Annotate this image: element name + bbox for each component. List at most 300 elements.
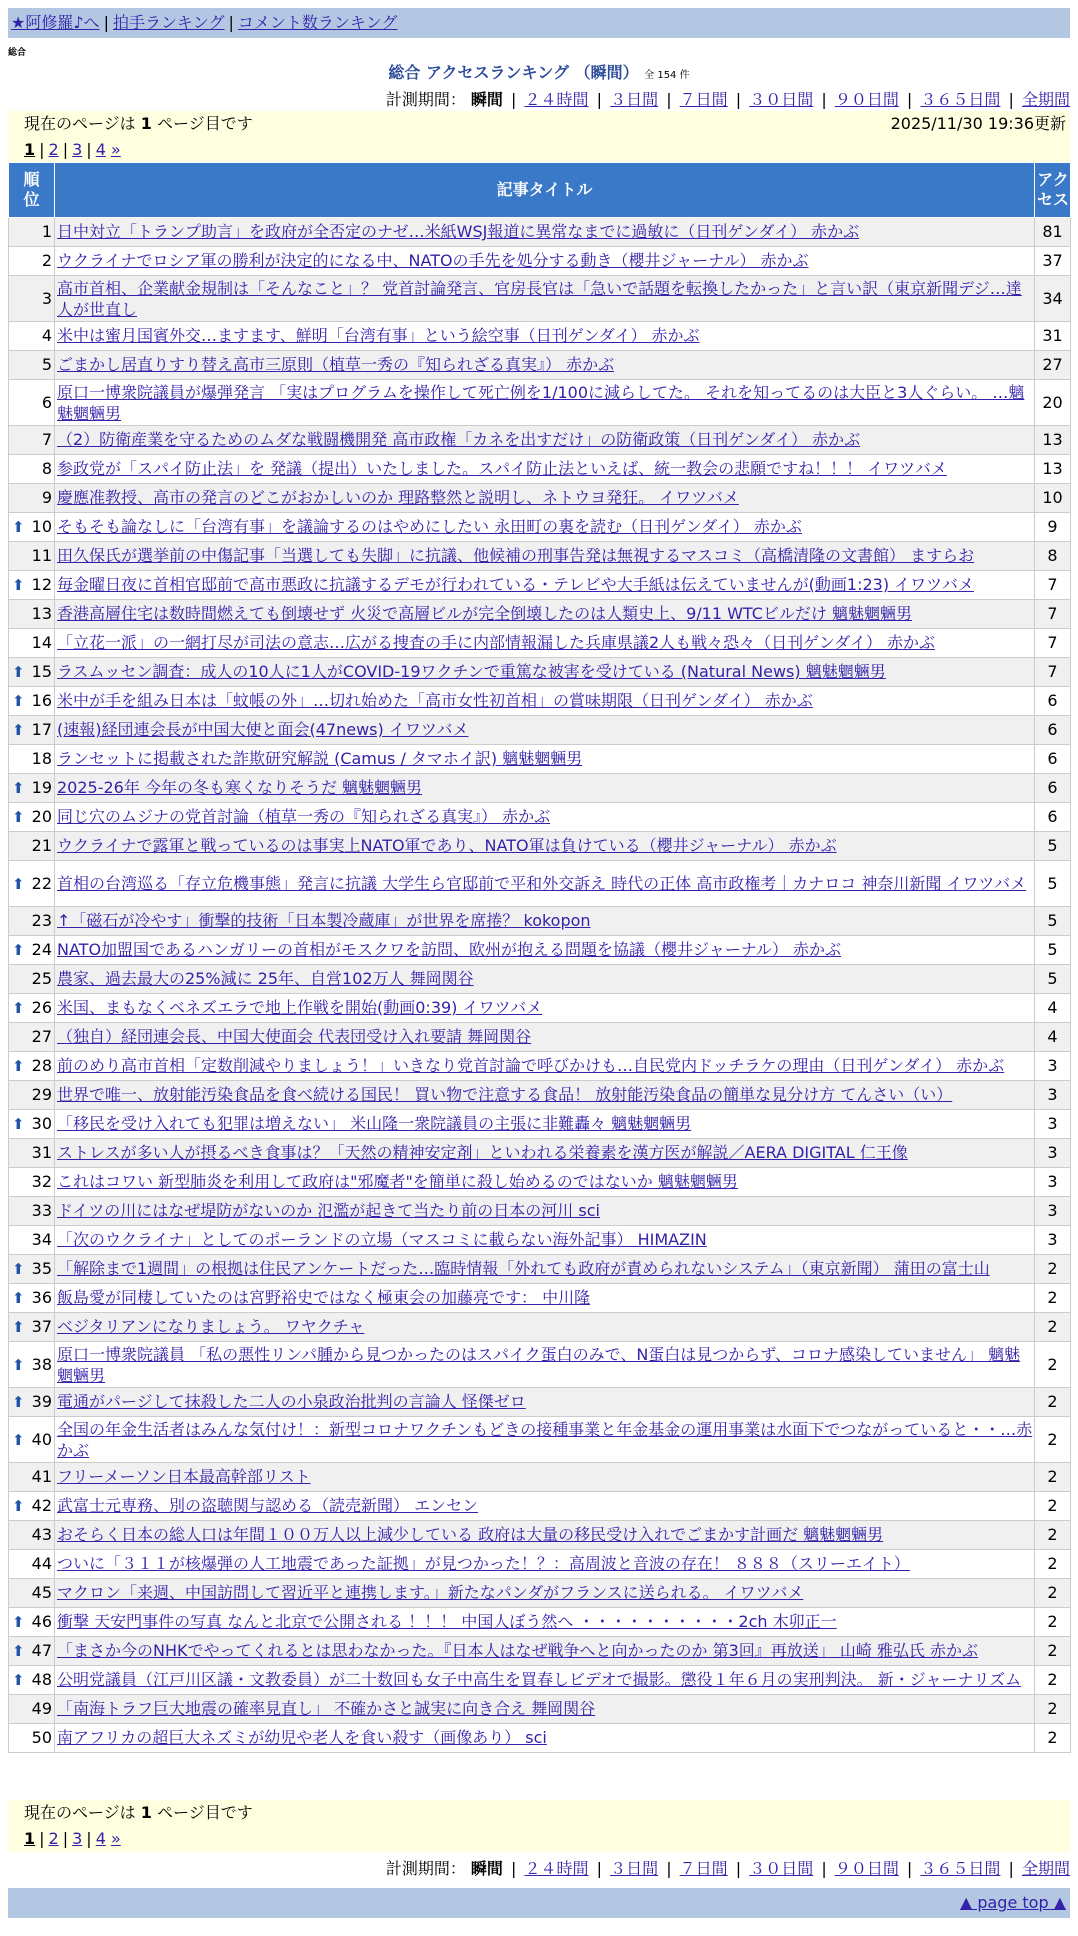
title-cell — [55, 247, 1035, 276]
article-link[interactable]: ごまかし居直りすり替え高市三原則（植草一秀の『知られざる真実』） 赤かぶ — [57, 355, 615, 374]
table-row — [9, 1463, 1071, 1492]
access-count: 13 — [1035, 426, 1071, 455]
rank-number: 32 — [31, 1172, 52, 1191]
rank-cell — [9, 1492, 55, 1521]
rank-cell — [9, 774, 55, 803]
table-row — [9, 1313, 1071, 1342]
title-cell — [55, 745, 1035, 774]
rank-number: 43 — [31, 1525, 52, 1544]
table-row — [9, 1226, 1071, 1255]
page-link[interactable]: 2 — [48, 1829, 59, 1848]
rank-number: 26 — [31, 998, 52, 1017]
rank-number: 28 — [31, 1056, 52, 1075]
title-cell — [55, 774, 1035, 803]
title-cell — [55, 455, 1035, 484]
title-cell — [55, 1666, 1035, 1695]
table-row — [9, 484, 1071, 513]
rank-cell — [9, 1023, 55, 1052]
period-link[interactable]: 全期間 — [1021, 1859, 1070, 1878]
rank-number: 49 — [31, 1699, 52, 1718]
table-row — [9, 455, 1071, 484]
access-count: 5 — [1035, 907, 1071, 936]
title-cell — [55, 1550, 1035, 1579]
access-count: 3 — [1035, 1168, 1071, 1197]
table-row — [9, 1023, 1071, 1052]
access-count: 5 — [1035, 965, 1071, 994]
access-count: 3 — [1035, 1052, 1071, 1081]
rank-number: 40 — [31, 1429, 52, 1449]
rank-cell — [9, 1608, 55, 1637]
access-count: 5 — [1035, 936, 1071, 965]
title-cell — [55, 1521, 1035, 1550]
rank-cell — [9, 687, 55, 716]
article-link[interactable]: 2025-26年 今年の冬も寒くなりそうだ 魑魅魍魎男 — [57, 778, 423, 797]
pagination-bottom — [24, 1826, 1066, 1852]
rank-number: 12 — [31, 575, 52, 594]
rank-cell — [9, 994, 55, 1023]
article-link[interactable]: 武富士元専務、別の盗聴関与認める（読売新聞） エンセン — [57, 1496, 479, 1515]
access-count: 3 — [1035, 1197, 1071, 1226]
title-cell — [55, 1052, 1035, 1081]
article-link[interactable]: 原口一博衆院議員が爆弾発言 「実はプログラムを操作して死亡例を1/100に減らしてた。 それを知ってるのは大臣と3人ぐらい。 …魑魅魍魎男 — [57, 382, 1025, 423]
access-count: 9 — [1035, 513, 1071, 542]
rank-number: 29 — [31, 1085, 52, 1104]
rank-number: 11 — [31, 546, 52, 565]
rank-number: 39 — [31, 1392, 52, 1411]
access-count: 2 — [1035, 1463, 1071, 1492]
article-link[interactable]: ラスムッセン調査：成人の10人に1人がCOVID-19ワクチンで重篤な被害を受けている (Natural News) 魑魅魍魎男 — [57, 662, 886, 681]
page-status: 現在のページは 1 ページ目です — [24, 1803, 253, 1822]
period-link[interactable]: 全期間 — [1021, 90, 1070, 109]
period-link[interactable]: ３０日間 — [749, 1859, 814, 1878]
table-row — [9, 861, 1071, 907]
article-link[interactable]: 公明党議員（江戸川区議・文教委員）が二十数回も女子中高生を買春しビデオで撮影。懲役１年６月の実刑判決。 新・ジャーナリズム — [57, 1670, 1022, 1689]
access-count: 3 — [1035, 1081, 1071, 1110]
table-row — [9, 542, 1071, 571]
rank-number: 35 — [31, 1259, 52, 1278]
table-row — [9, 1724, 1071, 1753]
access-count: 2 — [1035, 1724, 1071, 1753]
table-row — [9, 774, 1071, 803]
page-link[interactable]: 2 — [48, 140, 59, 159]
article-link[interactable]: ランセットに掲載された詐欺研究解説 (Camus / タマホイ訳) 魑魅魍魎男 — [57, 749, 583, 768]
article-link[interactable]: 毎金曜日夜に首相官邸前で高市悪政に抗議するデモが行われている・テレビや大手紙は伝えていませんが(動画1:23) イワツバメ — [57, 575, 974, 594]
rank-cell — [9, 1255, 55, 1284]
rank-number: 24 — [31, 940, 52, 959]
period-link[interactable]: ７日間 — [679, 1859, 728, 1878]
page-link[interactable]: 1 — [24, 1829, 36, 1848]
article-link[interactable]: 「南海トラフ巨大地震の確率見直し」 不確かさと誠実に向き合え 舞岡関谷 — [57, 1699, 596, 1718]
table-row — [9, 1388, 1071, 1417]
rank-cell — [9, 716, 55, 745]
up-arrow-icon: ⬆ — [12, 1115, 25, 1133]
table-row — [9, 1521, 1071, 1550]
title-cell — [55, 1388, 1035, 1417]
table-row — [9, 994, 1071, 1023]
next-page-link[interactable]: » — [110, 1829, 121, 1848]
article-link[interactable]: 同じ穴のムジナの党首討論（植草一秀の『知られざる真実』） 赤かぶ — [57, 807, 551, 826]
rank-cell — [9, 1052, 55, 1081]
access-count: 8 — [1035, 542, 1071, 571]
period-link[interactable]: ２４時間 — [524, 90, 589, 109]
rank-number: 41 — [31, 1467, 52, 1486]
rank-number: 19 — [31, 778, 52, 797]
title-cell — [55, 1579, 1035, 1608]
article-link[interactable]: ストレスが多い人が摂るべき食事は？「天然の精神安定剤」といわれる栄養素を漢方医が解説／AERA DIGITAL 仁王像 — [57, 1143, 908, 1162]
period-separator: | — [591, 1859, 608, 1878]
rank-cell — [9, 1666, 55, 1695]
article-link[interactable]: 米中は蜜月国賓外交…ますます、鮮明「台湾有事」という絵空事（日刊ゲンダイ） 赤かぶ — [57, 326, 700, 345]
article-link[interactable]: 慶應准教授、高市の発言のどこがおかしいのか 理路整然と説明し、ネトウヨ発狂。 イワツバメ — [57, 488, 739, 507]
article-link[interactable]: 「立花一派」の一網打尽が司法の意志…広がる捜査の手に内部情報漏した兵庫県議2人も戦々恐々（日刊ゲンダイ） 赤かぶ — [57, 633, 935, 652]
ranking-table — [8, 162, 1071, 1753]
rank-cell — [9, 276, 55, 322]
table-row — [9, 1139, 1071, 1168]
rank-number: 23 — [31, 911, 52, 930]
table-row — [9, 1666, 1071, 1695]
rank-cell — [9, 907, 55, 936]
article-link[interactable]: ウクライナでロシア軍の勝利が決定的になる中、NATOの手先を処分する動き（櫻井ジャーナル） 赤かぶ — [57, 251, 809, 270]
article-link[interactable]: 首相の台湾巡る「存立危機事態」発言に抗議 大学生ら官邸前で平和外交訴え 時代の正体 高市政権考｜カナロコ 神奈川新聞 イワツバメ — [57, 874, 1027, 893]
table-row — [9, 426, 1071, 455]
access-count: 2 — [1035, 1579, 1071, 1608]
rank-number: 21 — [31, 836, 52, 855]
period-link[interactable]: ３日間 — [610, 1859, 659, 1878]
article-link[interactable]: 飯島愛が同棲していたのは宮野裕史ではなく極東会の加藤亮です： 中川隆 — [57, 1288, 591, 1307]
up-arrow-icon: ⬆ — [12, 1289, 25, 1307]
period-separator: | — [816, 90, 832, 109]
period-link[interactable]: ９０日間 — [834, 1859, 899, 1878]
up-arrow-icon: ⬆ — [12, 779, 25, 797]
article-link[interactable]: (速報)経団連会長が中国大使と面会(47news) イワツバメ — [57, 720, 469, 739]
period-link[interactable]: ２４時間 — [524, 1859, 589, 1878]
article-link[interactable]: ベジタリアンになりましょう。 ワヤクチャ — [57, 1317, 365, 1336]
title-cell — [55, 1342, 1035, 1388]
access-count: 4 — [1035, 994, 1071, 1023]
title-cell — [55, 542, 1035, 571]
page-link[interactable]: 3 — [72, 140, 83, 159]
article-link[interactable]: 前のめり高市首相「定数削減やりましょう！」いきなり党首討論で呼びかけも…自民党内ドッチラケの理由（日刊ゲンダイ） 赤かぶ — [57, 1056, 1005, 1075]
table-row — [9, 687, 1071, 716]
table-row — [9, 600, 1071, 629]
article-link[interactable]: 衝撃 天安門事件の写真 なんと北京で公開される ！！！ 中国人ぼう然へ ・・・・・・・・・・2ch 木卯正一 — [57, 1612, 837, 1631]
period-separator: | — [816, 1859, 832, 1878]
title-cell — [55, 936, 1035, 965]
article-link[interactable]: 原口一博衆院議員 「私の悪性リンパ腫から見つかったのはスパイク蛋白のみで、N蛋白は見つからず、コロナ感染していません」 魑魅魍魎男 — [57, 1344, 1021, 1385]
article-link[interactable]: 「移民を受け入れても犯罪は増えない」 米山隆一衆院議員の主張に非難轟々 魑魅魍魎男 — [57, 1114, 692, 1133]
article-link[interactable]: 「まさか今のNHKでやってくれるとは思わなかった。『日本人はなぜ戦争へと向かったのか 第3回』再放送」 山崎 雅弘氏 赤かぶ — [57, 1641, 979, 1660]
rank-cell — [9, 1388, 55, 1417]
access-count: 81 — [1035, 218, 1071, 247]
access-count: 7 — [1035, 600, 1071, 629]
rank-cell — [9, 1417, 55, 1463]
up-arrow-icon: ⬆ — [12, 1613, 25, 1631]
access-count: 2 — [1035, 1255, 1071, 1284]
rank-cell — [9, 1197, 55, 1226]
rank-cell — [9, 832, 55, 861]
nav-comment-ranking-link[interactable]: コメント数ランキング — [237, 13, 398, 32]
rank-number: 17 — [31, 720, 52, 739]
article-link[interactable]: 香港高層住宅は数時間燃えても倒壊せず 火災で高層ビルが完全倒壊したのは人類史上、9/11 WTCビルだけ 魑魅魍魎男 — [57, 604, 913, 623]
title-cell — [55, 1492, 1035, 1521]
updated-timestamp: 2025/11/30 19:36更新 — [890, 114, 1066, 133]
nav-separator: | — [228, 13, 234, 32]
table-row — [9, 276, 1071, 322]
period-separator: | — [591, 90, 608, 109]
access-count: 2 — [1035, 1550, 1071, 1579]
article-link[interactable]: 参政党が「スパイ防止法」を 発議（提出）いたしました。スパイ防止法といえば、統一教会の悲願ですね！！！ イワツバメ — [57, 459, 947, 478]
rank-cell — [9, 484, 55, 513]
up-arrow-icon: ⬆ — [12, 1642, 25, 1660]
pager-separator: | — [86, 1829, 92, 1848]
article-link[interactable]: 田久保氏が選挙前の中傷記事「当選しても失脚」に抗議、他候補の刑事告発は無視するマスコミ（高橋清隆の文書館） ますらお — [57, 546, 975, 565]
article-link[interactable]: ウクライナで露軍と戦っているのは事実上NATO軍であり、NATO軍は負けている（櫻井ジャーナル） 赤かぶ — [57, 836, 837, 855]
title-cell — [55, 1197, 1035, 1226]
table-row — [9, 658, 1071, 687]
table-row — [9, 907, 1071, 936]
article-link[interactable]: 「解除まで1週間」の根拠は住民アンケートだった…臨時情報「外れても政府が責められないシステム」（東京新聞） 蒲田の富士山 — [57, 1259, 990, 1278]
table-row — [9, 513, 1071, 542]
page-info-top — [8, 111, 1070, 163]
rank-cell — [9, 745, 55, 774]
title-cell — [55, 658, 1035, 687]
rank-number: 31 — [31, 1143, 52, 1162]
article-link[interactable]: 「次のウクライナ」としてのポーランドの立場（マスコミに載らない海外記事） HIMAZIN — [57, 1230, 707, 1249]
title-cell — [55, 1110, 1035, 1139]
table-row — [9, 1342, 1071, 1388]
article-link[interactable]: 日中対立「トランプ助言」を政府が全否定のナゼ…米紙WSJ報道に異常なまでに過敏に（日刊ゲンダイ） 赤かぶ — [57, 222, 860, 241]
rank-number: 16 — [31, 691, 52, 710]
rank-cell — [9, 1139, 55, 1168]
title-cell — [55, 1313, 1035, 1342]
access-count: 2 — [1035, 1521, 1071, 1550]
title-cell — [55, 218, 1035, 247]
access-count: 2 — [1035, 1492, 1071, 1521]
article-link[interactable]: 米中が手を組み日本は「蚊帳の外」…切れ始めた「高市女性初首相」の賞味期限（日刊ゲンダイ） 赤かぶ — [57, 691, 813, 710]
article-link[interactable]: おそらく日本の総人口は年間１００万人以上減少している 政府は大量の移民受け入れでごまかす計画だ 魑魅魍魎男 — [57, 1525, 884, 1544]
article-link[interactable]: そもそも論なしに「台湾有事」を議論するのはやめにしたい 永田町の裏を読む（日刊ゲンダイ） 赤かぶ — [57, 517, 802, 536]
article-link[interactable]: （独自）経団連会長、中国大使面会 代表団受け入れ要請 舞岡関谷 — [57, 1027, 532, 1046]
article-link[interactable]: ↑「磁石が冷やす」衝撃的技術「日本製冷蔵庫」が世界を席捲？ kokopon — [57, 911, 591, 930]
rank-cell — [9, 1637, 55, 1666]
access-count: 2 — [1035, 1608, 1071, 1637]
access-count: 3 — [1035, 1226, 1071, 1255]
rank-number: 36 — [31, 1288, 52, 1307]
title-cell — [55, 1023, 1035, 1052]
table-row — [9, 1052, 1071, 1081]
period-link[interactable]: ３６５日間 — [920, 90, 1001, 109]
rank-cell — [9, 322, 55, 351]
article-link[interactable]: （2）防衛産業を守るためのムダな戦闘機開発 高市政権「カネを出すだけ」の防衛政策（日刊ゲンダイ） 赤かぶ — [57, 430, 861, 449]
up-arrow-icon: ⬆ — [12, 874, 25, 893]
rank-number: 30 — [31, 1114, 52, 1133]
period-separator: | — [730, 1859, 747, 1878]
table-row — [9, 571, 1071, 600]
article-link[interactable]: 全国の年金生活者はみんな気付け！：新型コロナワクチンもどきの接種事業と年金基金の運用事業は水面下でつながっていると・・…赤かぶ — [57, 1419, 1033, 1460]
access-count: 6 — [1035, 716, 1071, 745]
rank-number: 45 — [31, 1583, 52, 1602]
rank-number: 48 — [31, 1670, 52, 1689]
access-count: 2 — [1035, 1666, 1071, 1695]
title-cell — [55, 907, 1035, 936]
title-cell — [55, 351, 1035, 380]
title-cell — [55, 1139, 1035, 1168]
rank-cell — [9, 218, 55, 247]
title-cell — [55, 1608, 1035, 1637]
rank-number: 1 — [41, 222, 52, 241]
rank-number: 6 — [41, 392, 52, 412]
up-arrow-icon: ⬆ — [12, 1393, 25, 1411]
article-link[interactable]: 世界で唯一、放射能汚染食品を食べ続ける国民！ 買い物で注意する食品！ 放射能汚染食品の簡単な見分け方 てんさい（い） — [57, 1085, 953, 1104]
rank-cell — [9, 1579, 55, 1608]
next-page-link[interactable]: » — [110, 140, 121, 159]
rank-cell — [9, 351, 55, 380]
page-top-link[interactable]: ▲ page top ▲ — [959, 1893, 1066, 1912]
rank-cell — [9, 1284, 55, 1313]
rank-number: 46 — [31, 1612, 52, 1631]
article-link[interactable]: ついに「３１１が核爆弾の人工地震であった証拠」が見つかった！？：高周波と音波の存在！ ８８８（スリーエイト） — [57, 1554, 910, 1573]
rank-number: 15 — [31, 662, 52, 681]
page-link[interactable]: 3 — [72, 1829, 83, 1848]
rank-number: 33 — [31, 1201, 52, 1220]
rank-cell — [9, 965, 55, 994]
rank-cell — [9, 1226, 55, 1255]
title-cell — [55, 276, 1035, 322]
access-count: 2 — [1035, 1342, 1071, 1388]
period-link[interactable]: ７日間 — [679, 90, 728, 109]
access-count: 2 — [1035, 1637, 1071, 1666]
article-link[interactable]: これはコワい 新型肺炎を利用して政府は"邪魔者"を簡単に殺し始めるのではないか 魑魅魍魎男 — [57, 1172, 738, 1191]
rank-cell — [9, 380, 55, 426]
access-count: 6 — [1035, 774, 1071, 803]
access-count: 31 — [1035, 322, 1071, 351]
rank-cell — [9, 1521, 55, 1550]
page-title — [0, 60, 1078, 83]
period-separator: | — [511, 90, 522, 109]
nav-separator: | — [103, 13, 109, 32]
title-cell — [55, 832, 1035, 861]
period-link[interactable]: ９０日間 — [834, 90, 899, 109]
footer-bar — [8, 1888, 1070, 1918]
table-row — [9, 247, 1071, 276]
page-link[interactable]: 1 — [24, 140, 36, 159]
top-nav-bar — [8, 8, 1070, 38]
up-arrow-icon: ⬆ — [12, 663, 25, 681]
period-link[interactable]: ３日間 — [610, 90, 659, 109]
page-link[interactable]: 4 — [95, 1829, 106, 1848]
rank-cell — [9, 600, 55, 629]
article-link[interactable]: 高市首相、企業献金規制は「そんなこと」？ 党首討論発言、官房長官は「急いで話題を転換したかった」と言い訳（東京新聞デジ…達人が世直し — [57, 278, 1022, 319]
title-cell — [55, 600, 1035, 629]
article-link[interactable]: ドイツの川にはなぜ堤防がないのか 氾濫が起きて当たり前の日本の河川 sci — [57, 1201, 600, 1220]
up-arrow-icon: ⬆ — [12, 808, 25, 826]
table-row — [9, 1550, 1071, 1579]
table-row — [9, 1284, 1071, 1313]
header-rank: 順位 — [9, 163, 55, 218]
title-cell — [55, 484, 1035, 513]
table-row — [9, 1255, 1071, 1284]
up-arrow-icon: ⬆ — [12, 1671, 25, 1689]
title-cell — [55, 1226, 1035, 1255]
rank-number: 50 — [31, 1728, 52, 1747]
title-cell — [55, 571, 1035, 600]
table-row — [9, 1081, 1071, 1110]
article-link[interactable]: 南アフリカの超巨大ネズミが幼児や老人を食い殺す（画像あり） sci — [57, 1728, 547, 1747]
table-row — [9, 803, 1071, 832]
rank-number: 7 — [41, 430, 52, 449]
article-link[interactable]: 電通がパージして抹殺した二人の小泉政治批判の言論人 怪傑ゼロ — [57, 1392, 526, 1411]
rank-cell — [9, 1463, 55, 1492]
pagination-top — [24, 137, 1066, 163]
article-link[interactable]: 農家、過去最大の25%減に 25年、自営102万人 舞岡関谷 — [57, 969, 474, 988]
rank-number: 27 — [31, 1027, 52, 1046]
rank-number: 14 — [31, 633, 52, 652]
title-cell — [55, 1417, 1035, 1463]
article-link[interactable]: フリーメーソン日本最高幹部リスト — [57, 1467, 311, 1486]
period-selector-top — [386, 87, 1070, 110]
article-link[interactable]: 米国、まもなくベネズエラで地上作戦を開始(動画0:39) イワツバメ — [57, 998, 543, 1017]
rank-number: 8 — [41, 459, 52, 478]
up-arrow-icon: ⬆ — [12, 1318, 25, 1336]
table-row — [9, 1579, 1071, 1608]
ranking-title: 総合 アクセスランキング （瞬間） — [388, 63, 639, 82]
access-count: 2 — [1035, 1695, 1071, 1724]
rank-number: 4 — [41, 326, 52, 345]
title-cell — [55, 1637, 1035, 1666]
period-separator: | — [1003, 90, 1019, 109]
article-link[interactable]: マクロン「来週、中国訪問して習近平と連携します。」新たなパンダがフランスに送られる。 イワツバメ — [57, 1583, 804, 1602]
table-row — [9, 1197, 1071, 1226]
period-selector-bottom — [386, 1856, 1070, 1879]
period-link[interactable]: ３０日間 — [749, 90, 814, 109]
up-arrow-icon: ⬆ — [12, 1057, 25, 1075]
up-arrow-icon: ⬆ — [12, 692, 25, 710]
table-row — [9, 380, 1071, 426]
up-arrow-icon: ⬆ — [12, 941, 25, 959]
rank-cell — [9, 1313, 55, 1342]
title-cell — [55, 687, 1035, 716]
up-arrow-icon: ⬆ — [12, 1260, 25, 1278]
table-row — [9, 936, 1071, 965]
rank-cell — [9, 1081, 55, 1110]
rank-number: 9 — [41, 488, 52, 507]
period-separator: | — [661, 1859, 677, 1878]
page-status: 現在のページは 1 ページ目です — [24, 114, 253, 133]
period-separator: | — [901, 1859, 918, 1878]
pager-separator: | — [62, 1829, 69, 1848]
access-count: 27 — [1035, 351, 1071, 380]
title-cell — [55, 629, 1035, 658]
page-link[interactable]: 4 — [95, 140, 106, 159]
article-link[interactable]: NATO加盟国であるハンガリーの首相がモスクワを訪問、欧州が抱える問題を協議（櫻井ジャーナル） 赤かぶ — [57, 940, 842, 959]
nav-clap-ranking-link[interactable]: 拍手ランキング — [112, 13, 225, 32]
access-count: 3 — [1035, 1110, 1071, 1139]
title-cell — [55, 1168, 1035, 1197]
table-row — [9, 1695, 1071, 1724]
period-label: 計測期間： — [385, 1859, 466, 1878]
header-title: 記事タイトル — [55, 163, 1035, 218]
period-link[interactable]: ３６５日間 — [920, 1859, 1001, 1878]
rank-cell — [9, 1110, 55, 1139]
table-row — [9, 745, 1071, 774]
nav-home-link[interactable]: ★阿修羅♪へ — [11, 13, 100, 32]
access-count: 7 — [1035, 658, 1071, 687]
table-row — [9, 1110, 1071, 1139]
access-count: 2 — [1035, 1388, 1071, 1417]
rank-cell — [9, 803, 55, 832]
title-cell — [55, 1284, 1035, 1313]
pager-separator: | — [62, 140, 69, 159]
